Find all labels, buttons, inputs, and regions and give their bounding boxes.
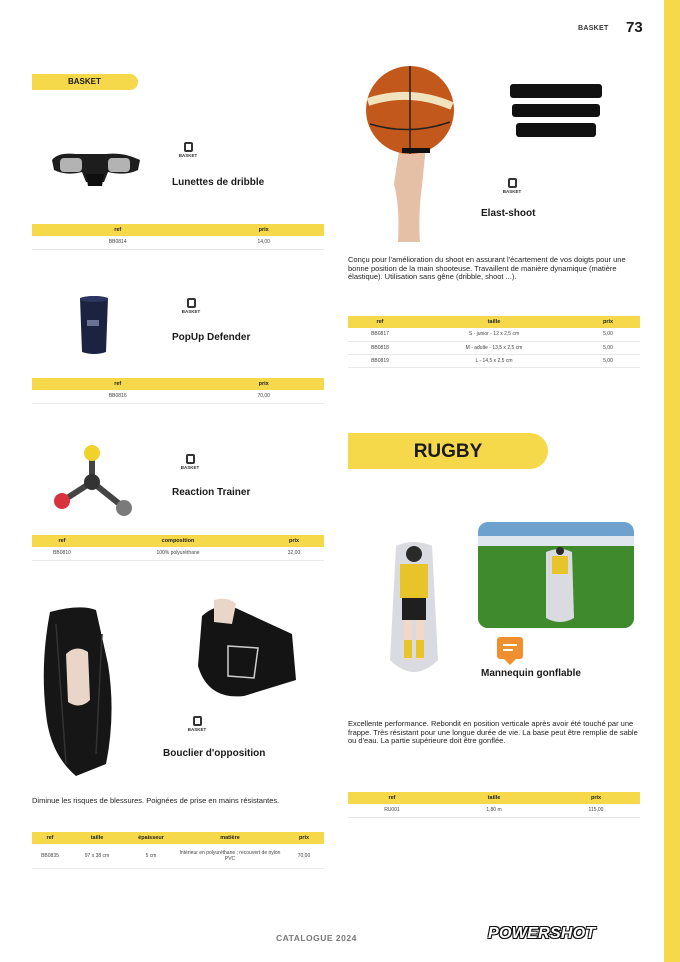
spec-table-bouclier: ref taille épaisseur matière prix BB0835 97 x 38 cm 5 cm Intérieur en polyuréthane ; recouvert de nylon PVC 70,00 — [32, 832, 324, 869]
brand-mark-icon — [184, 142, 193, 152]
shield-pad-front-image — [36, 604, 124, 782]
product-name-lunettes: Lunettes de dribble — [172, 177, 265, 188]
table-row: BB0816 70,00 — [32, 390, 324, 403]
side-stripe — [664, 0, 680, 962]
brand-logo: BASKET — [176, 454, 204, 470]
rugby-section-title: RUGBY — [348, 433, 548, 469]
spec-table-mannequin: ref taille prix RU001 1,80 m 115,00 — [348, 792, 640, 818]
table-row: BB0814 14,00 — [32, 236, 324, 249]
powershot-logo: POWERSHOT — [488, 925, 596, 942]
basketball-hand-image — [360, 66, 460, 244]
shield-pad-side-image — [184, 596, 300, 706]
description-bouclier: Diminue les risques de blessures. Poignées de prise en mains résistantes. — [32, 796, 280, 805]
rugby-field-photo — [478, 522, 634, 628]
brand-mark-icon — [193, 716, 202, 726]
brand-logo: BASKET — [183, 716, 211, 732]
popup-defender-image — [76, 294, 112, 358]
brand-mark-icon — [187, 298, 196, 308]
brand-logo: BASKET — [174, 142, 202, 158]
page-number: 73 — [626, 19, 643, 36]
section-tag: BASKET — [32, 74, 138, 90]
rugby-badge-icon — [496, 636, 524, 666]
description-elast: Conçu pour l'amélioration du shoot en assurant l'écartement de vos doigts pour une bonne position de la main shooteuse. Travaillent de manière dynamique (matière élastique). Utilisation sans gêne (dribble, shoot ...). — [348, 255, 626, 281]
reaction-trainer-image — [50, 444, 134, 520]
elastic-bands-image — [508, 82, 604, 140]
brand-logo: BASKET — [498, 178, 526, 194]
table-row: BB0835 97 x 38 cm 5 cm Intérieur en polyuréthane ; recouvert de nylon PVC 70,00 — [32, 844, 324, 868]
table-row: BB0819 L - 14,5 x 2,5 cm 5,00 — [348, 354, 640, 367]
table-row: RU001 1,80 m 115,00 — [348, 804, 640, 817]
spec-table-defender: ref prix BB0816 70,00 — [32, 378, 324, 404]
table-row: BB0817 S - junior - 12 x 2,5 cm 5,00 — [348, 328, 640, 341]
brand-logo: BASKET — [177, 298, 205, 314]
description-mannequin: Excellente performance. Rebondit en position verticale après avoir été touché par une frappe. Très résistant pour une longue durée de vie. La base peut être remplie de sable ou d'eau. La partie supérieure doit être gonflée. — [348, 719, 638, 745]
product-name-defender: PopUp Defender — [172, 332, 251, 343]
spec-table-elast: ref taille prix BB0817 S - junior - 12 x 2,5 cm 5,00 BB0818 M - adulte - 13,5 x 2,5 cm 5,00 BB0819 L - 14,5 x 2,5 cm 5,00 — [348, 316, 640, 368]
table-row: BB0818 M - adulte - 13,5 x 2,5 cm 5,00 — [348, 341, 640, 354]
product-name-mannequin: Mannequin gonflable — [481, 668, 581, 679]
product-name-elast: Elast-shoot — [481, 208, 536, 219]
spec-table-lunettes: ref prix BB0814 14,00 — [32, 224, 324, 250]
table-row: BB0810 100% polyuréthane 32,00 — [32, 547, 324, 560]
inflatable-dummy-image — [384, 540, 444, 684]
brand-mark-icon — [186, 454, 195, 464]
header-category: BASKET — [578, 25, 609, 32]
footer-catalogue: CATALOGUE 2024 — [276, 933, 357, 943]
spec-table-reaction: ref composition prix BB0810 100% polyuréthane 32,00 — [32, 535, 324, 561]
product-name-reaction: Reaction Trainer — [172, 487, 251, 498]
dribble-goggles-image — [46, 146, 146, 190]
product-name-bouclier: Bouclier d'opposition — [163, 748, 266, 759]
brand-mark-icon — [508, 178, 517, 188]
